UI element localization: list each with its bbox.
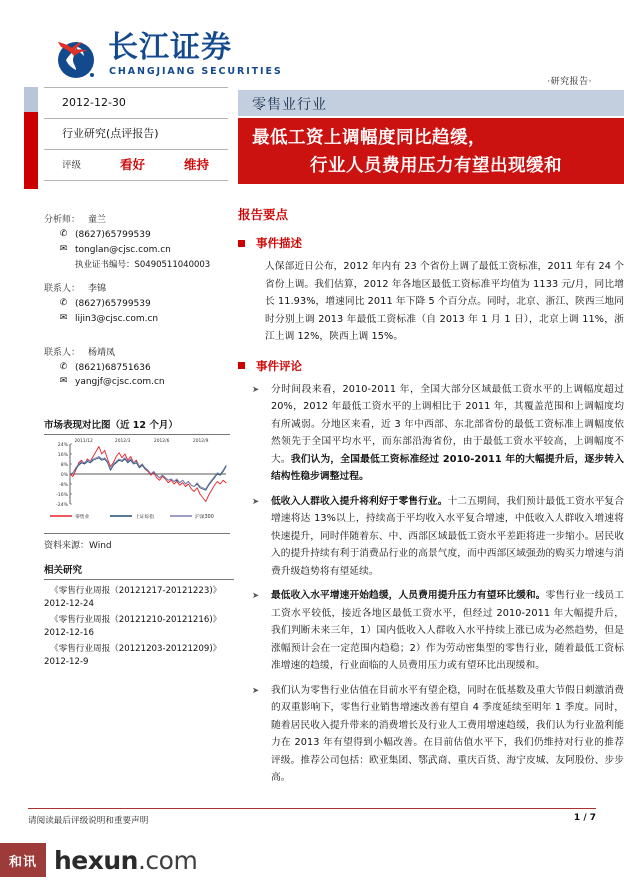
contact-phone-line — [58, 362, 234, 374]
analyst-contacts — [44, 212, 234, 399]
chart-title: 市场表现对比图（近 12 个月） — [44, 417, 230, 435]
list-item[interactable] — [44, 643, 234, 669]
related-report-name: 《零售行业周报（20121217-20121223)》 — [50, 586, 222, 596]
event-description-text: 人保部近日公布，2012 年内有 23 个省份上调了最低工资标准，2011 年有 24 个省份上调。我们估算，2012 年各地区最低工资标准平均值为 1133 元/月，同比增长 11.93%，增速同比 2011 年下降 5 个百分点。同时，北京、浙江、陕西三地同时分别上调 2013 年最低工资标准（自 2013 年 1 月 1 日），北京上调 11%，浙江上调 12%，陕西上调 15%。 — [265, 261, 624, 342]
headline-band — [238, 118, 624, 184]
accent-bar-red — [24, 112, 38, 189]
bullet-body: 零售行业一线员工工资水平较低，接近各地区最低工资水平，但经过 2010-2011 年大幅提升后，我们判断未来三年，1）国内低收入人群收入水平持续上涨已成为必然趋势，但是涨幅预计会在一定范围内趋稳；2）作为劳动密集型的零售行业，随着最低工资标准增速的趋缓，行业面临的人员费用压力或有望环比出现缓和。 — [271, 590, 624, 671]
event-comment-label: 事件评论 — [256, 358, 302, 373]
contact-name: 李锦 — [88, 284, 107, 294]
contact-email[interactable]: yangjf@cjsc.com.cn — [75, 377, 165, 387]
envelope-icon: ✉ — [59, 312, 68, 323]
list-item — [252, 381, 624, 486]
bullet-text — [271, 493, 624, 581]
contact-block — [44, 281, 234, 325]
contact-email-line — [58, 376, 234, 388]
list-item[interactable] — [44, 614, 234, 640]
contact-header — [44, 281, 234, 294]
contact-email-line — [58, 313, 234, 325]
bullet-text — [271, 381, 624, 486]
svg-text:沪深300: 沪深300 — [195, 515, 214, 520]
report-date: 2012-12-30 — [62, 96, 126, 109]
contact-block — [44, 212, 234, 270]
hexun-url-bold: hexun — [54, 845, 138, 875]
bullet-lead: 最低收入水平增速开始趋缓，人员费用提升压力有望环比缓和。 — [271, 590, 546, 601]
contact-email[interactable]: lijin3@cjsc.com.cn — [75, 313, 159, 324]
contact-phone-line — [58, 298, 234, 310]
chart-svg — [44, 436, 230, 528]
headline-line-2: 行业人员费用压力有望出现缓和 — [310, 156, 562, 176]
headline-line-1: 最低工资上调幅度同比趋缓， — [252, 128, 486, 148]
square-bullet-icon — [238, 240, 245, 247]
bullet-body: 我们认为零售行业估值在目前水平有望企稳，同时在低基数及重大节假日刺激消费的双重影响下，零售行业销售增速改善有望自 4 季度延续至明年 1 季度。同时，随着居民收入提升带来的消费增长及行业人工费用增速趋缓，我们认为行业盈利能力在 2013 年有望得到小幅改善。在目前估值水平下，我们仍维持对行业的推荐评级。推荐公司包括：欧亚集团、鄂武商、重庆百货、海宁皮城、友阿股份、步步高。 — [271, 684, 624, 783]
hexun-watermark — [0, 843, 197, 877]
svg-text:2011/12: 2011/12 — [74, 439, 93, 444]
contact-role: 分析师： — [44, 215, 81, 225]
industry-band — [238, 90, 624, 116]
list-item — [252, 682, 624, 787]
contact-phone: (8621)68751636 — [75, 362, 151, 373]
svg-text:上证综指: 上证综指 — [135, 515, 155, 520]
phone-icon: ✆ — [59, 298, 68, 308]
market-performance-chart — [44, 436, 230, 528]
event-description-header — [238, 235, 624, 251]
changjiang-logo-icon — [52, 32, 100, 80]
company-logo — [52, 30, 292, 86]
contact-name: 童兰 — [88, 215, 107, 225]
related-report-name: 《零售行业周报（20121203-20121209)》 — [50, 644, 222, 654]
hexun-url-tld: .com — [137, 845, 198, 875]
meta-category-row — [44, 118, 228, 149]
related-research — [44, 562, 234, 672]
arrow-bullet-icon: ➤ — [252, 384, 260, 395]
envelope-icon: ✉ — [59, 243, 68, 254]
contact-name: 杨靖凤 — [88, 347, 116, 358]
accent-bar-blue — [24, 87, 38, 112]
svg-text:8%: 8% — [60, 463, 68, 469]
svg-text:0%: 0% — [60, 473, 68, 479]
footer-disclaimer: 请阅读最后评级说明和重要声明 — [28, 816, 149, 826]
contact-email[interactable]: tonglan@cjsc.com.cn — [75, 244, 171, 255]
svg-text:16%: 16% — [57, 453, 68, 459]
svg-text:2012/3: 2012/3 — [114, 439, 131, 444]
event-description-label: 事件描述 — [256, 236, 302, 250]
bullet-text — [271, 682, 624, 787]
report-kind-label: ·研究报告· — [547, 77, 592, 87]
phone-icon: ✆ — [59, 361, 68, 372]
arrow-bullet-icon: ➤ — [252, 591, 260, 601]
list-item — [252, 587, 624, 675]
logo-text-english: CHANGJIANG SECURITIES — [109, 66, 283, 77]
report-body — [238, 205, 624, 794]
related-report-date: 2012-12-9 — [44, 657, 89, 667]
report-category: 行业研究(点评报告) — [62, 127, 159, 140]
svg-text:-16%: -16% — [56, 493, 68, 499]
svg-text:-24%: -24% — [56, 503, 68, 509]
bullet-body: 十二五期间，我们预计最低工资水平复合增速将达 13%以上，持续高于平均收入水平复合增速，中低收入人群收入增速将快速提升，同时伴随着东、中、西部区域最低工资水平差距将进一步缩小。居民收入的提升持续有利于消费品行业的高景气度，而中西部区域强劲的购买力增速与消费升级趋势将有望延续。 — [271, 495, 624, 577]
meta-date-row — [44, 87, 228, 118]
phone-icon: ✆ — [59, 229, 68, 239]
contact-license: 执业证书编号：S0490511040003 — [75, 260, 211, 270]
logo-text-chinese: 长江证券 — [108, 30, 232, 65]
hexun-url — [54, 846, 197, 875]
list-item — [252, 493, 624, 581]
bullet-lead: 低收入人群收入提升将利好于零售行业。 — [271, 495, 448, 507]
list-item[interactable] — [44, 585, 234, 611]
arrow-bullet-icon: ➤ — [252, 685, 260, 696]
chart-source: 资料来源：Wind — [44, 533, 230, 551]
hexun-badge: 和讯 — [0, 843, 46, 877]
bullet-text — [271, 587, 624, 675]
svg-text:2012/6: 2012/6 — [153, 439, 170, 444]
rating-label: 评级 — [62, 160, 82, 171]
page-number: 1 / 7 — [573, 813, 596, 823]
contact-role: 联系人： — [44, 284, 81, 294]
related-research-title: 相关研究 — [44, 562, 234, 580]
svg-text:24%: 24% — [57, 443, 68, 449]
rating-value: 看好 — [120, 157, 146, 172]
square-bullet-icon — [238, 362, 245, 369]
bullet-tail-bold: 我们认为，全国最低工资标准经过 2010-2011 年的大幅提升后，逐步转入结构性稳步调整过程。 — [271, 453, 624, 482]
contact-phone: (8627)65799539 — [75, 230, 151, 240]
svg-text:-8%: -8% — [59, 483, 68, 489]
event-comment-header — [238, 358, 624, 374]
svg-text:零售业: 零售业 — [75, 515, 90, 520]
contact-header — [44, 212, 234, 225]
contact-phone-line — [58, 229, 234, 241]
industry-name: 零售业行业 — [252, 97, 327, 113]
related-report-date: 2012-12-16 — [44, 628, 94, 638]
bullet-body: 分时间段来看，2010-2011 年，全国大部分区域最低工资水平的上调幅度超过 20%，2012 年最低工资水平的上调相比于 2011 年，其覆盖范围和上调幅度均有所减弱。分地区来看，近 3 年中西部、东北部省份的最低工资标准上调幅度依然领先于全国平均水平，而东部沿海省份，由于最低工资水平较高，上调幅度不大。 — [271, 383, 624, 465]
envelope-icon: ✉ — [59, 376, 68, 386]
related-report-date: 2012-12-24 — [44, 599, 94, 609]
page-title: 报告要点 — [238, 207, 289, 222]
rating-change: 维持 — [184, 157, 210, 172]
contact-email-line — [58, 244, 234, 256]
report-meta — [44, 87, 228, 181]
contact-role: 联系人： — [44, 347, 81, 358]
meta-rating-row — [44, 149, 228, 181]
contact-phone: (8627)65799539 — [75, 299, 151, 309]
related-report-name: 《零售行业周报（20121210-20121216)》 — [50, 615, 222, 625]
contact-header — [44, 345, 234, 358]
svg-text:2012/9: 2012/9 — [192, 439, 209, 444]
arrow-bullet-icon: ➤ — [252, 496, 260, 507]
contact-block — [44, 345, 234, 389]
footer-divider — [28, 808, 596, 809]
